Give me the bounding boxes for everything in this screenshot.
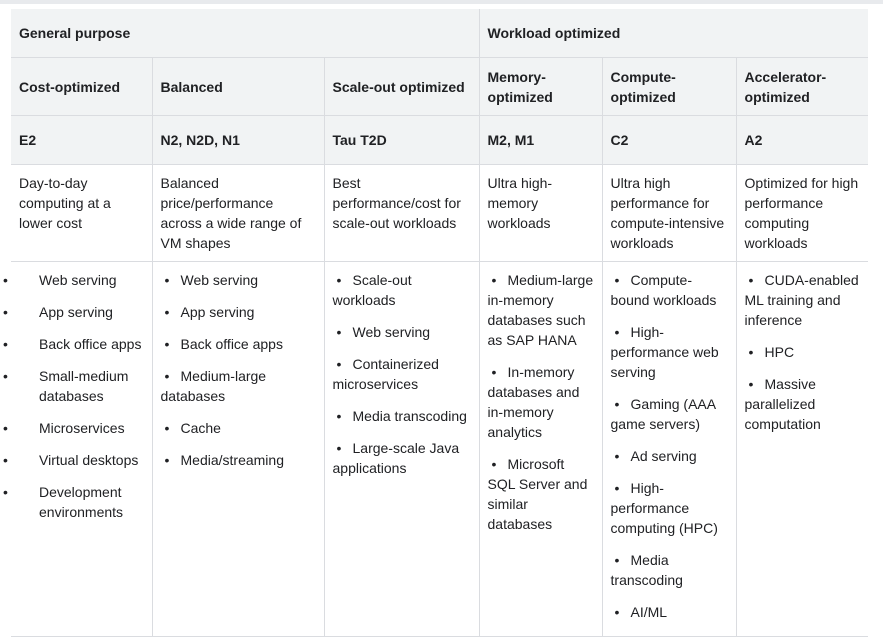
workload-list: [745, 270, 862, 434]
workload-label: HPC: [764, 344, 795, 360]
workload-label: App serving: [39, 304, 113, 320]
workload-label: Microsoft SQL Server and similar databases: [487, 456, 588, 532]
group-header-row: [11, 9, 868, 58]
bullet-icon: [19, 450, 39, 470]
workload-list: [488, 270, 595, 534]
workloads-cell: [479, 262, 602, 637]
list-item: [161, 270, 317, 290]
group-workload-optimized: Workload optimized: [479, 9, 868, 58]
description-cell: Ultra high-memory workloads: [479, 165, 602, 262]
workload-label: Media transcoding: [352, 408, 467, 424]
workloads-cell: [602, 262, 736, 637]
description-cell: Balanced price/performance across a wide range of VM shapes: [152, 165, 324, 262]
workload-label: Compute-bound workloads: [610, 272, 717, 308]
series-cell: A2: [736, 116, 868, 165]
bullet-icon: [611, 270, 631, 290]
workload-label: AI/ML: [630, 604, 668, 620]
list-item: [333, 354, 472, 394]
workload-label: In-memory databases and in-memory analytics: [487, 364, 580, 440]
workloads-cell: [152, 262, 324, 637]
top-divider: [0, 0, 883, 4]
bullet-icon: [333, 354, 353, 374]
series-cell: Tau T2D: [324, 116, 479, 165]
list-item: [333, 438, 472, 478]
list-item: [611, 478, 729, 538]
workload-label: Large-scale Java applications: [332, 440, 460, 476]
list-item: [488, 362, 595, 442]
workload-label: App serving: [180, 304, 255, 320]
workloads-row: [11, 262, 868, 637]
description-cell: Day-to-day computing at a lower cost: [11, 165, 152, 262]
bullet-icon: [333, 438, 353, 458]
workload-label: Web serving: [39, 272, 117, 288]
list-item: [333, 406, 472, 426]
list-item: [19, 302, 145, 322]
list-item: [745, 342, 862, 362]
workload-label: Gaming (AAA game servers): [610, 396, 716, 432]
list-item: [161, 334, 317, 354]
series-cell: E2: [11, 116, 152, 165]
list-item: [745, 270, 862, 330]
description-cell: Ultra high performance for compute-intensive workloads: [602, 165, 736, 262]
workload-label: Web serving: [180, 272, 259, 288]
bullet-icon: [745, 374, 765, 394]
series-cell: C2: [602, 116, 736, 165]
series-cell: N2, N2D, N1: [152, 116, 324, 165]
bullet-icon: [19, 302, 39, 322]
bullet-icon: [161, 334, 181, 354]
bullet-icon: [745, 270, 765, 290]
bullet-icon: [161, 366, 181, 386]
category-header: Accelerator-optimized: [736, 58, 868, 116]
workloads-cell: [736, 262, 868, 637]
workload-label: CUDA-enabled ML training and inference: [744, 272, 859, 328]
workload-label: Web serving: [352, 324, 431, 340]
series-cell: M2, M1: [479, 116, 602, 165]
bullet-icon: [333, 270, 353, 290]
workload-list: [19, 270, 145, 522]
workload-label: Medium-large databases: [160, 368, 267, 404]
bullet-icon: [161, 302, 181, 322]
list-item: [611, 446, 729, 466]
bullet-icon: [745, 342, 765, 362]
bullet-icon: [488, 270, 508, 290]
list-item: [745, 374, 862, 434]
bullet-icon: [611, 602, 631, 622]
list-item: [488, 270, 595, 350]
workload-label: Development environments: [39, 484, 124, 520]
bullet-icon: [611, 446, 631, 466]
workload-label: Microservices: [39, 420, 125, 436]
category-header: Balanced: [152, 58, 324, 116]
bullet-icon: [19, 366, 39, 386]
list-item: [333, 322, 472, 342]
category-header: Compute-optimized: [602, 58, 736, 116]
workload-label: Massive parallelized computation: [744, 376, 821, 432]
bullet-icon: [161, 450, 181, 470]
list-item: [611, 602, 729, 622]
list-item: [161, 366, 317, 406]
series-row: [11, 116, 868, 165]
list-item: [161, 418, 317, 438]
bullet-icon: [19, 270, 39, 290]
list-item: [19, 366, 145, 406]
workload-label: Back office apps: [180, 336, 283, 352]
category-header: Memory-optimized: [479, 58, 602, 116]
description-cell: Optimized for high performance computing workloads: [736, 165, 868, 262]
list-item: [19, 270, 145, 290]
workload-label: Containerized microservices: [332, 356, 439, 392]
list-item: [611, 394, 729, 434]
list-item: [19, 418, 145, 438]
vm-families-table: [11, 9, 868, 637]
list-item: [611, 322, 729, 382]
workloads-cell: [11, 262, 152, 637]
workload-label: Medium-large in-memory databases such as SAP HANA: [487, 272, 594, 348]
workload-list: [611, 270, 729, 622]
list-item: [611, 270, 729, 310]
list-item: [333, 270, 472, 310]
list-item: [19, 450, 145, 470]
list-item: [488, 454, 595, 534]
list-item: [19, 482, 145, 522]
bullet-icon: [19, 418, 39, 438]
bullet-icon: [488, 362, 508, 382]
description-cell: Best performance/cost for scale-out workloads: [324, 165, 479, 262]
workload-label: High-performance web serving: [610, 324, 719, 380]
workload-label: Cache: [180, 420, 221, 436]
bullet-icon: [19, 334, 39, 354]
category-header: Scale-out optimized: [324, 58, 479, 116]
bullet-icon: [611, 550, 631, 570]
workload-list: [333, 270, 472, 478]
workload-label: Media/streaming: [180, 452, 284, 468]
bullet-icon: [161, 418, 181, 438]
workload-label: Virtual desktops: [39, 452, 139, 468]
list-item: [161, 302, 317, 322]
category-header: Cost-optimized: [11, 58, 152, 116]
workload-label: Scale-out workloads: [332, 272, 412, 308]
list-item: [19, 334, 145, 354]
description-row: [11, 165, 868, 262]
workload-list: [161, 270, 317, 470]
bullet-icon: [611, 478, 631, 498]
workload-label: Back office apps: [39, 336, 142, 352]
list-item: [161, 450, 317, 470]
workloads-cell: [324, 262, 479, 637]
bullet-icon: [488, 454, 508, 474]
bullet-icon: [333, 322, 353, 342]
workload-label: Media transcoding: [610, 552, 683, 588]
bullet-icon: [611, 394, 631, 414]
bullet-icon: [19, 482, 39, 502]
workload-label: High-performance computing (HPC): [610, 480, 718, 536]
list-item: [611, 550, 729, 590]
workload-label: Small-medium databases: [39, 368, 129, 404]
bullet-icon: [611, 322, 631, 342]
workload-label: Ad serving: [630, 448, 697, 464]
category-header-row: [11, 58, 868, 116]
group-general-purpose: General purpose: [11, 9, 479, 58]
bullet-icon: [333, 406, 353, 426]
bullet-icon: [161, 270, 181, 290]
